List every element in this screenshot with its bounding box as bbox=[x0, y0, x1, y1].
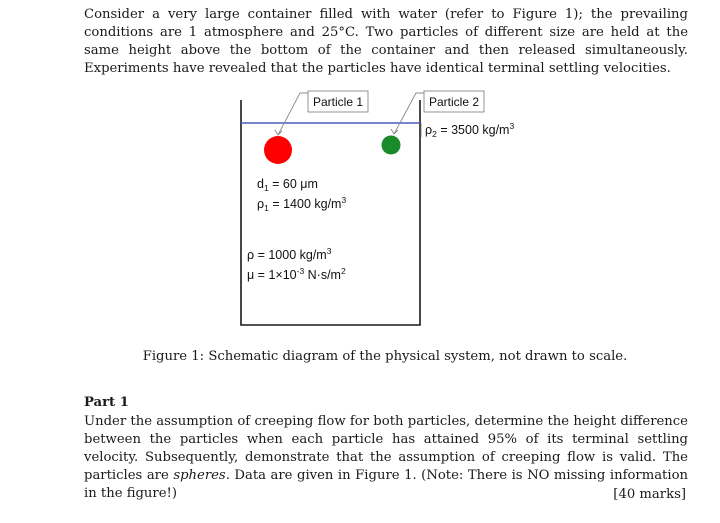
rho1-label: $\rho_1 = 1400$ $kg/m^3$ bbox=[257, 195, 347, 213]
particle-1-leader-arrow bbox=[275, 130, 282, 135]
particle-1-leader-line bbox=[278, 93, 308, 135]
marks-label: [40 marks] bbox=[613, 487, 686, 502]
d1-label: $d_1 = 60$ μm bbox=[257, 177, 318, 193]
part-body-emphasis: spheres bbox=[173, 468, 226, 483]
fluid-density-label: ρ = 1000 $kg/m^3$ bbox=[247, 246, 332, 262]
intro-paragraph: Consider a very large container filled with water (refer to Figure 1); the prevailing conditions are 1 atmosphere and 25°C. Two particles of different size are held at the same height above the bottom of the container and then released simultaneously. Experiments have revealed that the particles have identical terminal settling velocities. bbox=[84, 7, 688, 76]
particle-2-circle bbox=[382, 136, 401, 155]
particle-1-circle bbox=[264, 136, 292, 164]
part-body-text: Under the assumption of creeping flow for both particles, determine the height difference between the particles when each particle has attained 95% of its terminal settling velocity. Subsequently, demonstrate that the assumption of creeping flow is valid. The particles are bbox=[84, 414, 688, 483]
particle-2-leader-arrow bbox=[391, 129, 398, 134]
particle-2-label: Particle 2 bbox=[428, 95, 480, 109]
figure-caption: Figure 1: Schematic diagram of the physical system, not drawn to scale. bbox=[142, 349, 628, 364]
part-body-tail: . Data are given in Figure 1. (Note: There is NO missing information in the figure!) bbox=[84, 468, 689, 501]
part-body-paragraph bbox=[84, 413, 688, 503]
rho2-label: $\rho_2 = 3500$ $kg/m^3$ bbox=[425, 121, 515, 139]
fluid-viscosity-label: $\mu = 1\times 10^{-3}$ $N\cdot s/m^2$ bbox=[247, 266, 346, 282]
part-title: Part 1 bbox=[84, 395, 129, 410]
particle-1-label: Particle 1 bbox=[312, 95, 364, 109]
